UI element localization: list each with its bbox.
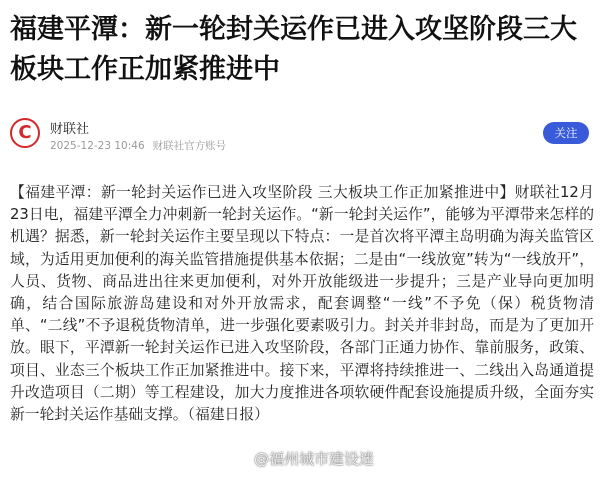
watermark-text: @福州城市建设迷 bbox=[254, 449, 375, 468]
weibo-icon bbox=[228, 450, 248, 467]
follow-button[interactable]: 关注 bbox=[543, 122, 589, 144]
source-account: 财联社官方账号 bbox=[152, 140, 227, 152]
source-name[interactable]: 财联社 bbox=[50, 122, 90, 137]
publish-date: 2025-12-23 10:46 bbox=[50, 140, 145, 152]
article-body: 【福建平潭：新一轮封关运作已进入攻坚阶段 三大板块工作正加紧推进中】财联社12月23日电，福建平潭全力冲刺新一轮封关运作。“新一轮封关运作”，能够为平潭带来怎样的机遇？据悉，新一轮封关运作主要呈现以下特点：一是首次将平潭主岛明确为海关监管区域，为适用更加便利的海关监管措施提供基本依据；二是由“一线放宽”转为“一线放开”，人员、货物、商品进出往来更加便利，对外开放能级进一步提升；三是产业导向更加明确，结合国际旅游岛建设和对外开放需求，配套调整“一线”不予免（保）税货物清单、“二线”不予退税货物清单，进一步强化要素吸引力。封关并非封岛，而是为了更加开放。眼下，平潭新一轮封关运作已进入攻坚阶段，各部门正通力协作、靠前服务，政策、项目、业态三个板块工作正加紧推进中。接下来，平潭将持续推进一、二线出入岛通道提升改造项目（二期）等工程建设，加大力度推进各项软硬件配套设施提质升级，全面夯实新一轮封关运作基础支撑。（福建日报） bbox=[10, 184, 594, 424]
source-logo-letter: C bbox=[18, 122, 32, 143]
watermark bbox=[228, 446, 374, 470]
article-headline: 福建平潭：新一轮封关运作已进入攻坚阶段三大板块工作正加紧推进中 bbox=[10, 14, 577, 85]
source-meta bbox=[50, 138, 226, 153]
source-logo[interactable] bbox=[10, 118, 40, 148]
source-row bbox=[10, 116, 595, 156]
